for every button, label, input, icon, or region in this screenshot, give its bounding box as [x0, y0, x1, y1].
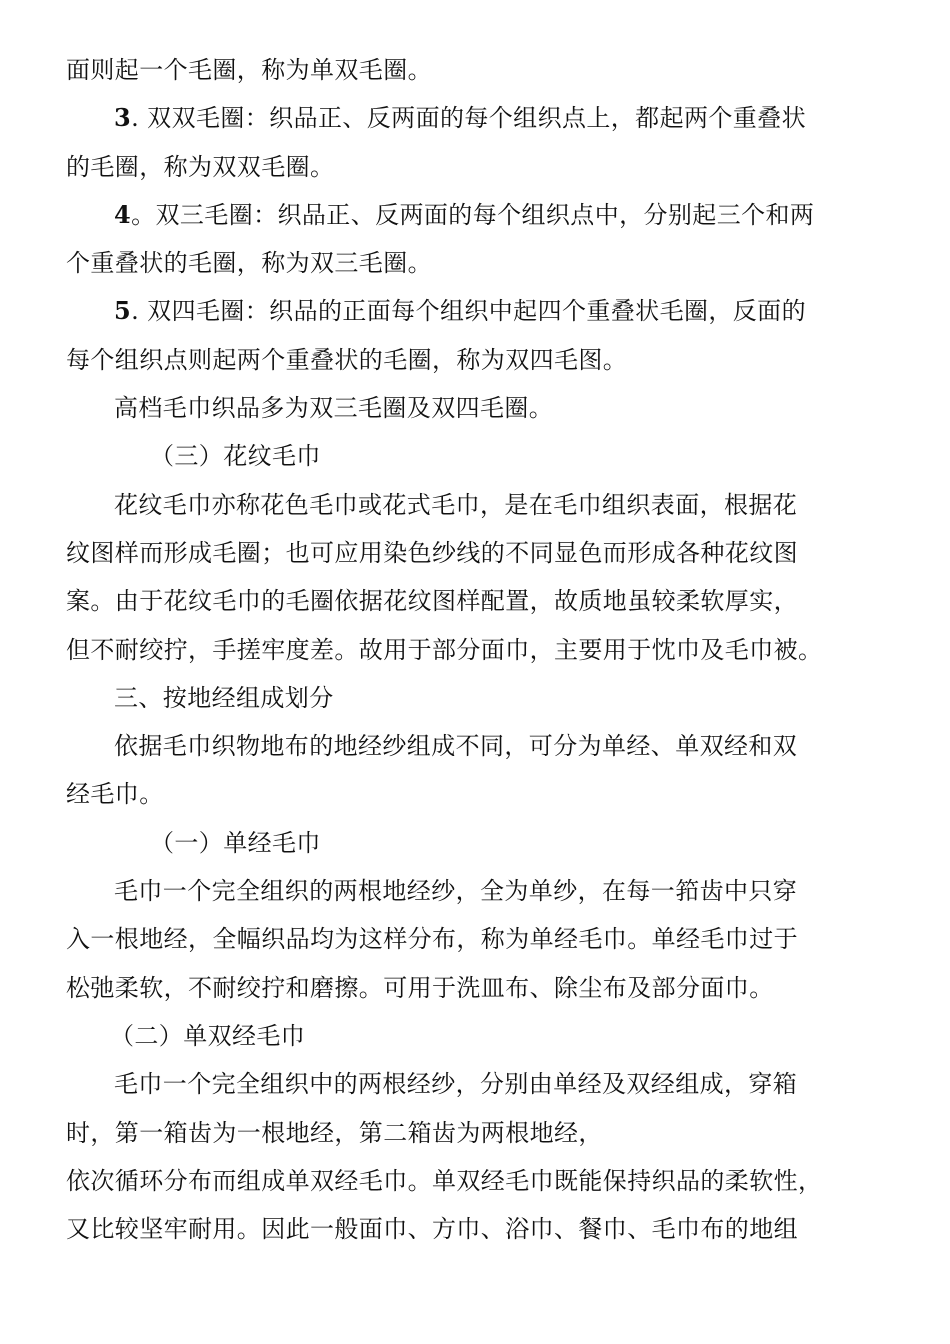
text-line-5	[66, 239, 826, 287]
line-text: 但不耐绞拧，手搓牢度差。故用于部分面巾，主要用于忱巾及毛巾被。	[66, 635, 823, 664]
text-line-3	[66, 143, 826, 191]
line-text: 面则起一个毛圈，称为单双毛圈。	[66, 56, 432, 84]
line-text: 高档毛巾织品多为双三毛圈及双四毛圈。	[114, 394, 554, 423]
line-text: 依次循环分布而组成单双经毛巾。单双经毛巾既能保持织品的柔软性，	[66, 1166, 823, 1195]
item-number: 5	[114, 296, 132, 326]
line-text: 花纹毛巾亦称花色毛巾或花式毛巾，是在毛巾组织表面，根据花	[114, 490, 798, 519]
text-line-19	[66, 915, 826, 963]
line-text: 依据毛巾织物地布的地经纱组成不同，可分为单经、单双经和双	[114, 732, 798, 761]
text-line-15	[66, 722, 826, 770]
line-text: . 双双毛圈：织品正、反两面的每个组织点上，都起两个重叠状	[131, 104, 806, 133]
document-page	[66, 46, 826, 1253]
line-text: 毛巾一个完全组织中的两根经纱，分别由单经及双经组成，穿箱	[114, 1070, 798, 1099]
text-line-6	[66, 287, 826, 335]
heading-text: （一）单经毛巾	[150, 828, 321, 857]
text-line-18	[66, 867, 826, 915]
line-text: 又比较坚牢耐用。因此一般面巾、方巾、浴巾、餐巾、毛巾布的地组	[66, 1215, 798, 1244]
text-line-1	[66, 46, 826, 94]
text-line-20	[66, 964, 826, 1012]
text-line-11	[66, 529, 826, 577]
section-heading-1	[66, 819, 826, 867]
line-text: . 双四毛圈：织品的正面每个组织中起四个重叠状毛圈，反面的	[131, 297, 806, 326]
line-text: 毛巾一个完全组织的两根地经纱，全为单纱，在每一筘齿中只穿	[114, 877, 798, 906]
text-line-4	[66, 191, 826, 239]
section-heading-3	[66, 432, 826, 480]
section-heading-2	[66, 1012, 826, 1060]
line-text: 经毛巾。	[66, 780, 164, 809]
line-text: 案。由于花纹毛巾的毛圈依据花纹图样配置，故质地虽较柔软厚实，	[66, 587, 798, 616]
heading-text: （二）单双经毛巾	[110, 1021, 306, 1050]
text-line-24	[66, 1157, 826, 1205]
item-number: 4	[114, 199, 132, 229]
text-line-8	[66, 384, 826, 432]
line-text: 的毛圈，称为双双毛圈。	[66, 152, 335, 181]
text-line-16	[66, 770, 826, 818]
item-number: 3	[114, 103, 132, 133]
line-text: 纹图样而形成毛圈；也可应用染色纱线的不同显色而形成各种花纹图	[66, 538, 798, 567]
text-line-25	[66, 1205, 826, 1253]
line-text: 入一根地经，全幅织品均为这样分布，称为单经毛巾。单经毛巾过于	[66, 925, 798, 954]
text-line-23	[66, 1109, 826, 1157]
line-text: 松弛柔软，不耐绞拧和磨擦。可用于洗皿布、除尘布及部分面巾。	[66, 973, 774, 1002]
heading-text: 三、按地经组成划分	[114, 683, 334, 712]
text-line-10	[66, 481, 826, 529]
chapter-heading-3	[66, 674, 826, 722]
text-line-7	[66, 336, 826, 384]
text-line-2	[66, 94, 826, 142]
text-line-22	[66, 1060, 826, 1108]
text-line-13	[66, 626, 826, 674]
text-line-12	[66, 577, 826, 625]
line-text: 。双三毛圈：织品正、反两面的每个组织点中，分别起三个和两	[131, 200, 815, 229]
heading-text: （三）花纹毛巾	[150, 442, 321, 471]
line-text: 每个组织点则起两个重叠状的毛圈，称为双四毛图。	[66, 345, 628, 374]
line-text: 个重叠状的毛圈，称为双三毛圈。	[66, 249, 432, 278]
line-text: 时，第一箱齿为一根地经，第二箱齿为两根地经，	[66, 1118, 603, 1147]
